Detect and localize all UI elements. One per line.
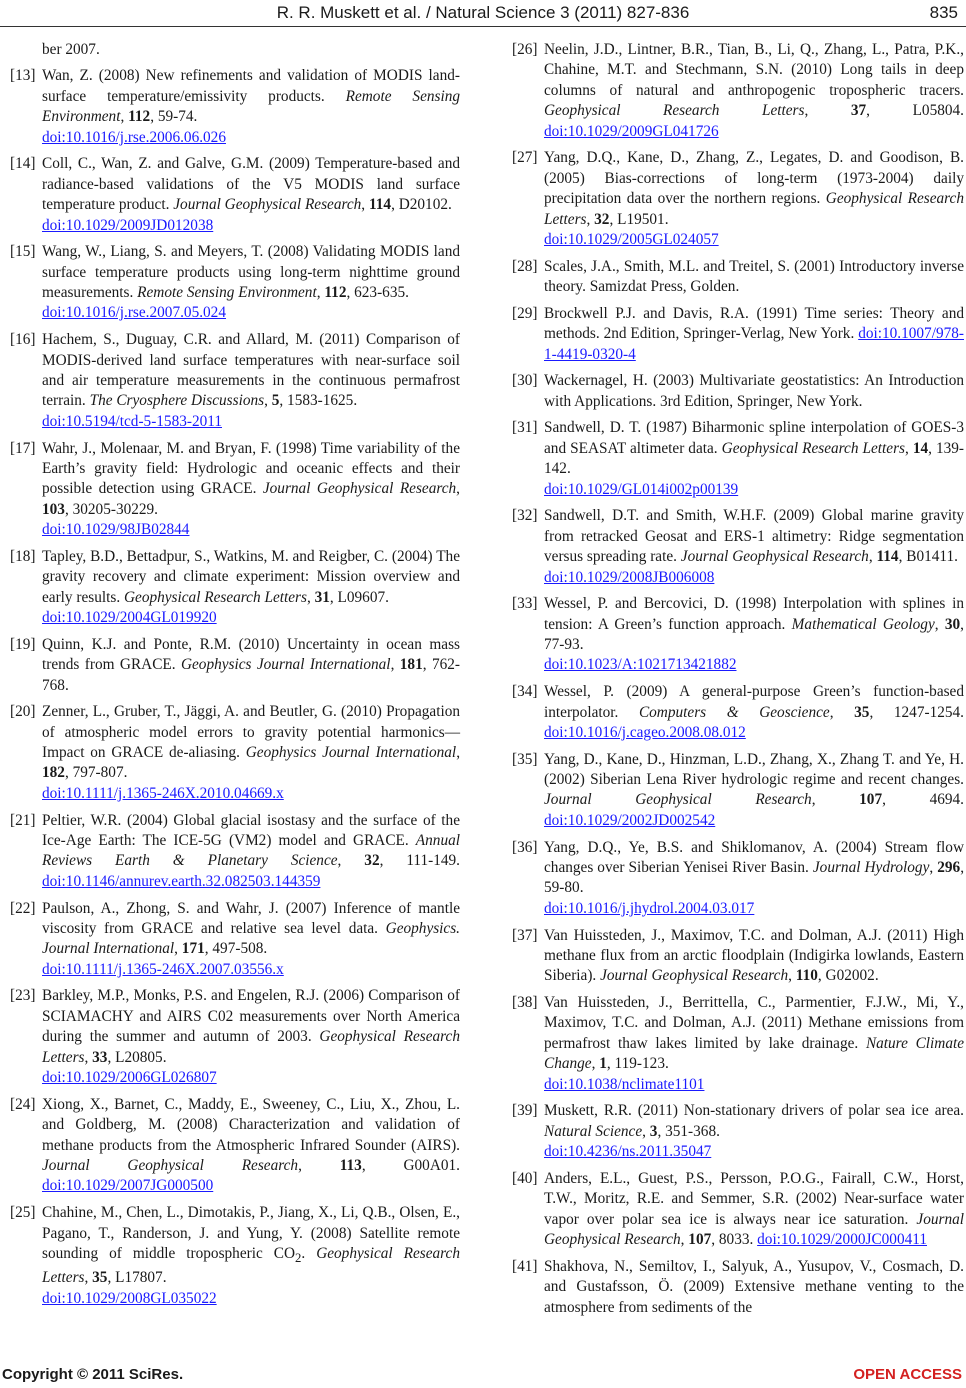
reference-authors-title: Wessel, P. (2009) A general-purpose Green’s function-based interpolator. — [544, 683, 964, 721]
journal-name: Journal Geophysical Research — [544, 1210, 964, 1249]
volume-number: 35 — [92, 1269, 108, 1287]
pages: , 59-74. — [150, 108, 198, 126]
reference-authors-title: Wang, W., Liang, S. and Meyers, T. (2008) Validating MODIS land surface temperature products using long-term nighttime ground measurements. — [42, 243, 460, 302]
reference-authors-title: Shakhova, N., Semiltov, I., Salyuk, A., Yusupov, V., Cosmach, D. and Gustafsson, Ö. (2009) Extensive methane venting to the atmosphere from sediments of the — [544, 1257, 964, 1316]
reference-number: [22] — [10, 899, 36, 917]
reference-entry — [10, 1095, 460, 1197]
continued-reference-text: ber 2007. — [42, 41, 100, 58]
reference-entry — [512, 1257, 964, 1318]
copyright-notice: Copyright © 2011 SciRes. — [2, 1366, 184, 1383]
reference-entry — [10, 242, 460, 324]
journal-name: Journal Geophysical Research — [262, 480, 457, 498]
journal-name: Journal Geophysical Research — [544, 791, 812, 809]
reference-number: [20] — [10, 703, 36, 721]
pages: , L19501. — [609, 210, 669, 228]
reference-number: [41] — [512, 1257, 538, 1275]
volume-number: 30 — [944, 615, 961, 633]
journal-name: Geophysical Research Letters — [123, 588, 307, 606]
reference-authors-title: Wessel, P. and Bercovici, D. (1998) Interpolation with splines in tension: A Green’s function approach. — [544, 595, 964, 633]
pages: , L09607. — [329, 588, 389, 606]
reference-number: [24] — [10, 1095, 36, 1113]
journal-name: Computers & Geoscience — [638, 703, 830, 721]
reference-authors-title: Sandwell, D. T. (1987) Biharmonic spline interpolation of GOES-3 and SEASAT altimeter data. — [544, 419, 964, 457]
pages: , 8033. — [711, 1231, 758, 1249]
reference-number: [23] — [10, 987, 36, 1005]
doi-link[interactable]: doi:10.1016/j.rse.2006.06.026 — [42, 128, 226, 146]
reference-number: [21] — [10, 811, 36, 829]
doi-link[interactable]: doi:10.1029/2005GL024057 — [544, 230, 719, 248]
reference-number: [17] — [10, 439, 36, 457]
volume-number: 114 — [876, 548, 899, 566]
page-footer — [0, 1362, 966, 1388]
reference-entry — [512, 1101, 964, 1162]
reference-number: [30] — [512, 372, 538, 390]
reference-number: [36] — [512, 838, 538, 856]
volume-number: 112 — [324, 284, 347, 302]
separator: , — [591, 1055, 600, 1073]
reference-authors-title: Wan, Z. (2008) New refinements and validation of MODIS land-surface temperature/emissivity products. — [42, 67, 460, 105]
separator: , — [934, 615, 945, 633]
volume-number: 113 — [339, 1156, 362, 1174]
subscript: 2 — [295, 1250, 302, 1265]
journal-name: Geophysics Journal International — [245, 744, 457, 762]
doi-link[interactable]: doi:10.1029/98JB02844 — [42, 521, 190, 539]
reference-authors-title: Yang, D.Q., Ye, B.S. and Shiklomanov, A. (2004) Stream flow changes over Siberian Yenisei River Basin. — [544, 838, 964, 876]
pages: , 4694. — [882, 791, 964, 809]
separator: , — [84, 1269, 93, 1287]
separator: , — [456, 480, 460, 498]
reference-entry — [512, 418, 964, 500]
reference-authors-title: Muskett, R.R. (2011) Non-stationary drivers of polar sea ice area. — [544, 1102, 964, 1120]
doi-link[interactable]: doi:10.1016/j.jhydrol.2004.03.017 — [544, 899, 755, 917]
journal-name: Journal Geophysical Research — [600, 967, 789, 985]
pages: , 59-80. — [544, 859, 965, 897]
journal-name: Journal Geophysical Research — [173, 196, 362, 214]
reference-entry — [512, 506, 964, 588]
pages: , L20805. — [107, 1048, 167, 1066]
pages: , 111-149. — [379, 852, 461, 870]
doi-link[interactable]: doi:10.1146/annurev.earth.32.082503.144359 — [42, 872, 321, 890]
separator: , — [586, 210, 595, 228]
doi-link[interactable]: doi:10.1029/2009JD012038 — [42, 216, 214, 234]
doi-link[interactable]: doi:10.1016/j.rse.2007.05.024 — [42, 304, 226, 322]
reference-number: [32] — [512, 507, 538, 525]
reference-number: [35] — [512, 750, 538, 768]
reference-entry — [512, 682, 964, 743]
reference-entry — [512, 257, 964, 298]
volume-number: 107 — [688, 1231, 712, 1249]
volume-number: 14 — [912, 439, 929, 457]
volume-number: 35 — [854, 703, 870, 721]
pages: , 77-93. — [544, 615, 964, 654]
volume-number: 110 — [795, 967, 818, 985]
reference-authors-title: Hachem, S., Duguay, C.R. and Allard, M. (2011) Comparison of MODIS-derived land surface temperatures with near-surface soil and air temperature measurements in the continuous permafrost terrain. — [42, 331, 460, 410]
volume-number: 37 — [850, 102, 867, 120]
reference-entry — [512, 1169, 964, 1251]
reference-authors-title: Xiong, X., Barnet, C., Maddy, E., Sweeney, C., Liu, X., Zhou, L. and Goldberg, M. (2008) Characterization and validation of methane products from the Atmospheric Infrared Sounder (AIRS). — [42, 1095, 460, 1154]
volume-number: 32 — [594, 210, 610, 228]
journal-name: Journal Hydrology — [812, 859, 930, 876]
reference-number: [29] — [512, 304, 538, 322]
separator: , — [390, 656, 400, 674]
journal-name: Geophysical Research Letters — [42, 1244, 460, 1287]
reference-number: [40] — [512, 1169, 538, 1187]
doi-link[interactable]: doi:10.1038/nclimate1101 — [544, 1075, 705, 1093]
doi-link[interactable]: doi:10.1029/2006GL026807 — [42, 1069, 217, 1087]
pages: , 351-368. — [657, 1122, 720, 1140]
separator: , — [316, 284, 325, 302]
volume-number: 107 — [859, 791, 883, 809]
separator: , — [680, 1231, 689, 1249]
reference-authors-title: Tapley, B.D., Bettadpur, S., Watkins, M. and Reigber, C. (2004) The gravity recovery and climate experiment: Mission overview and early results. — [42, 547, 460, 606]
reference-entry — [10, 66, 460, 148]
reference-entry — [512, 926, 964, 987]
doi-link[interactable]: doi:10.1029/2008GL035022 — [42, 1289, 217, 1307]
doi-link[interactable]: doi:10.1029/2007JG000500 — [42, 1177, 214, 1195]
journal-name: Journal Geophysical Research — [42, 1156, 299, 1174]
doi-link[interactable]: doi:10.5194/tcd-5-1583-2011 — [42, 412, 222, 430]
reference-number: [14] — [10, 155, 36, 173]
reference-entry — [512, 993, 964, 1095]
reference-entry — [10, 547, 460, 629]
reference-entry — [10, 635, 460, 696]
separator: , — [306, 588, 315, 606]
doi-link[interactable]: doi:10.1111/j.1365-246X.2010.04669.x — [42, 784, 284, 802]
reference-entry — [10, 899, 460, 981]
open-access-label: OPEN ACCESS — [853, 1366, 962, 1383]
separator: , — [361, 196, 369, 214]
journal-name: Natural Science — [544, 1122, 643, 1140]
pages: , 762-768. — [42, 656, 460, 694]
reference-text: . — [301, 1244, 317, 1262]
page-number: 835 — [929, 3, 958, 22]
separator: , — [788, 967, 796, 985]
reference-authors-title: Quinn, K.J. and Ponte, R.M. (2010) Uncertainty in ocean mass trends from GRACE. — [42, 635, 460, 674]
journal-name: Geophysical Research Letters — [544, 102, 805, 120]
journal-name: Journal Geophysical Research — [680, 548, 869, 566]
separator: , — [904, 439, 913, 457]
doi-link[interactable]: doi:10.1016/j.cageo.2008.08.012 — [544, 723, 746, 741]
reference-number: [13] — [10, 67, 36, 85]
volume-number: 171 — [181, 940, 205, 958]
doi-link[interactable]: doi:10.1111/j.1365-246X.2007.03556.x — [42, 960, 284, 978]
separator: , — [829, 703, 855, 721]
reference-authors-title: Coll, C., Wan, Z. and Galve, G.M. (2009) Temperature-based and radiance-based validations of the V5 MODIS land surface temperature product. — [42, 155, 460, 214]
reference-number: [15] — [10, 243, 36, 261]
right-column — [512, 40, 964, 1324]
separator: , — [642, 1122, 650, 1140]
pages: , G02002. — [817, 967, 879, 985]
reference-number: [19] — [10, 635, 36, 653]
pages: , 623-635. — [346, 284, 409, 302]
reference-authors-title: Van Huissteden, J., Maximov, T.C. and Dolman, A.J. (2011) High methane flux from an arctic floodplain (Indigirka lowlands, Eastern Siberia). — [544, 926, 964, 985]
journal-name: Geophysics. Journal International — [42, 919, 460, 958]
separator: , — [174, 940, 182, 958]
volume-number: 5 — [271, 392, 280, 410]
reference-entry — [512, 371, 964, 412]
separator: , — [84, 1048, 93, 1066]
reference-authors-title: Zenner, L., Gruber, T., Jäggi, A. and Beutler, G. (2010) Propagation of atmospheric model errors to gravity potential harmonics—Impact on GRACE de-aliasing. — [42, 703, 460, 762]
reference-entry — [512, 40, 964, 142]
reference-entry — [10, 330, 460, 432]
reference-entry — [512, 148, 964, 250]
journal-name: Remote Sensing Environment — [42, 87, 461, 126]
reference-number: [28] — [512, 257, 538, 275]
running-head — [0, 2, 966, 26]
journal-name: Geophysical Research Letters — [721, 439, 905, 457]
left-column — [10, 40, 460, 1315]
volume-number: 296 — [937, 859, 961, 876]
reference-entry — [10, 154, 460, 236]
volume-number: 181 — [399, 656, 423, 674]
doi-link[interactable]: doi:10.1023/A:1021713421882 — [544, 656, 737, 674]
journal-name: Mathematical Geology — [791, 615, 935, 633]
header-rule — [0, 26, 966, 27]
reference-number: [37] — [512, 926, 538, 944]
separator: , — [456, 744, 461, 762]
separator: , — [868, 548, 877, 566]
reference-authors-title: Scales, J.A., Smith, M.L. and Treitel, S. (2001) Introductory inverse theory. Samizdat Press, Golden. — [544, 257, 964, 296]
volume-number: 103 — [42, 500, 65, 518]
running-head-title: R. R. Muskett et al. / Natural Science 3 (2011) 827-836 — [276, 3, 690, 22]
reference-number: [25] — [10, 1204, 36, 1222]
pages: , L17807. — [107, 1269, 167, 1287]
separator: , — [120, 108, 129, 126]
doi-link[interactable]: doi:10.1029/GL014i002p00139 — [544, 480, 739, 498]
volume-number: 182 — [42, 764, 65, 782]
reference-authors-title: Wackernagel, H. (2003) Multivariate geostatistics: An Introduction with Applications. 3rd Edition, Springer, New York. — [544, 372, 964, 410]
doi-link[interactable]: doi:10.1029/2002JD002542 — [544, 811, 716, 829]
reference-authors-title: Brockwell P.J. and Davis, R.A. (1991) Time series: Theory and methods. 2nd Edition, Springer-Verlag, New York. — [544, 304, 964, 343]
doi-link[interactable]: doi:10.1029/2009GL041726 — [544, 122, 719, 140]
journal-name: Geophysics Journal International — [180, 656, 391, 674]
pages: , 797-807. — [64, 764, 128, 782]
reference-entry — [10, 439, 460, 541]
journal-name: The Cryosphere Discussions — [89, 392, 265, 410]
pages: , 139-142. — [544, 439, 965, 478]
pages: , B01411. — [898, 548, 958, 566]
volume-number: 31 — [314, 588, 330, 606]
reference-authors-title: Barkley, M.P., Monks, P.S. and Engelen, R.J. (2006) Comparison of SCIAMACHY and AIRS C02 measurements over North America during the summer and autumn of 2003. — [42, 987, 460, 1046]
reference-authors-title: Yang, D.Q., Kane, D., Zhang, Z., Legates, D. and Goodison, B. (2005) Bias-corrections of long-term (1973-2004) daily precipitation data over the northern regions. — [544, 149, 964, 208]
volume-number: 32 — [364, 852, 380, 870]
reference-entry — [10, 986, 460, 1088]
volume-number: 3 — [649, 1122, 658, 1140]
pages: , G00A01. — [361, 1156, 460, 1174]
reference-entry — [512, 838, 964, 920]
pages: , D20102. — [391, 196, 452, 214]
separator: , — [811, 791, 860, 809]
reference-entry — [512, 304, 964, 365]
reference-number: [31] — [512, 419, 538, 437]
journal-name: Annual Reviews Earth & Planetary Science — [42, 832, 460, 870]
reference-entry — [512, 594, 964, 676]
doi-link[interactable]: doi:10.1029/2008JB006008 — [544, 568, 715, 586]
reference-number: [27] — [512, 149, 538, 167]
reference-authors-title: Paulson, A., Zhong, S. and Wahr, J. (2007) Inference of mantle viscosity from GRACE and relative sea level data. — [42, 899, 460, 937]
reference-number: [26] — [512, 41, 538, 58]
doi-link[interactable]: doi:10.1029/2000JC000411 — [757, 1231, 927, 1249]
reference-entry — [10, 702, 460, 804]
reference-authors-title: Anders, E.L., Guest, P.S., Persson, P.O.G., Fairall, C.W., Horst, T.W., Moritz, R.E. and Semmer, S.R. (2002) Near-surface water vapor over polar sea ice is always near ice saturation. — [544, 1169, 964, 1228]
volume-number: 1 — [599, 1055, 607, 1073]
reference-authors-title: Wahr, J., Molenaar, M. and Bryan, F. (1998) Time variability of the Earth’s gravity field: Hydrologic and oceanic effects and their possible detection using GRACE. — [42, 439, 460, 498]
pages: , L05804. — [866, 102, 964, 120]
reference-entry — [10, 1203, 460, 1309]
journal-name: Nature Climate Change — [544, 1034, 965, 1073]
journal-name: Geophysical Research Letters — [42, 1028, 460, 1066]
pages: , 1247-1254. — [869, 703, 964, 721]
separator: , — [337, 852, 365, 870]
reference-number: [18] — [10, 547, 36, 565]
doi-link[interactable]: doi:10.1029/2004GL019920 — [42, 609, 217, 627]
separator: , — [298, 1156, 340, 1174]
reference-entry — [10, 811, 460, 893]
journal-name: Remote Sensing Environment — [137, 284, 317, 302]
separator: , — [804, 102, 851, 120]
pages: , 1583-1625. — [279, 392, 358, 410]
journal-name: Geophysical Research Letters — [544, 190, 964, 228]
reference-authors-title: Yang, D., Kane, D., Hinzman, L.D., Zhang, X., Zhang T. and Ye, H. (2002) Siberian Lena River hydrologic regime and recent changes. — [544, 750, 964, 789]
volume-number: 33 — [92, 1048, 108, 1066]
reference-authors-title: Neelin, J.D., Lintner, B.R., Tian, B., Li, Q., Zhang, L., Patra, P.K., Chahine, M.T. and Stechmann, S.N. (2010) Long tails in deep columns of natural and anthropogenic tropospheric tracers. — [544, 41, 964, 99]
reference-number: [38] — [512, 994, 538, 1012]
doi-link[interactable]: doi:10.1007/978-1-4419-0320-4 — [544, 325, 964, 363]
pages: , 30205-30229. — [64, 500, 159, 518]
separator: , — [264, 392, 272, 410]
reference-authors-title: Peltier, W.R. (2004) Global glacial isostasy and the surface of the Ice-Age Earth: The ICE-5G (VM2) model and GRACE. — [42, 811, 460, 849]
reference-authors-title: Sandwell, D.T. and Smith, W.H.F. (2009) Global marine gravity from retracked Geosat and ERS-1 altimetry: Ridge segmentation versus spreading rate. — [544, 507, 964, 566]
separator: , — [929, 859, 938, 876]
volume-number: 114 — [368, 196, 392, 214]
doi-link[interactable]: doi:10.4236/ns.2011.35047 — [544, 1143, 712, 1161]
reference-authors-title: Chahine, M., Chen, L., Dimotakis, P., Jiang, X., Li, Q.B., Olsen, E., Pagano, T., Randerson, J. and Yung, Y. (2008) Satellite remote sounding of middle tropospheric CO — [42, 1204, 460, 1262]
reference-authors-title: Van Huissteden, J., Berrittella, C., Parmentier, F.J.W., Mi, Y., Maximov, T.C. and Dolman, A.J. (2011) Methane emissions from permafrost thaw lakes limited by lake drainage. — [544, 994, 964, 1052]
reference-number: [33] — [512, 595, 538, 613]
reference-number: [39] — [512, 1102, 538, 1120]
reference-number: [34] — [512, 683, 538, 701]
pages: , 119-123. — [606, 1055, 669, 1073]
pages: , 497-508. — [204, 940, 268, 958]
volume-number: 112 — [128, 108, 151, 126]
reference-entry — [512, 750, 964, 832]
reference-number: [16] — [10, 331, 36, 349]
